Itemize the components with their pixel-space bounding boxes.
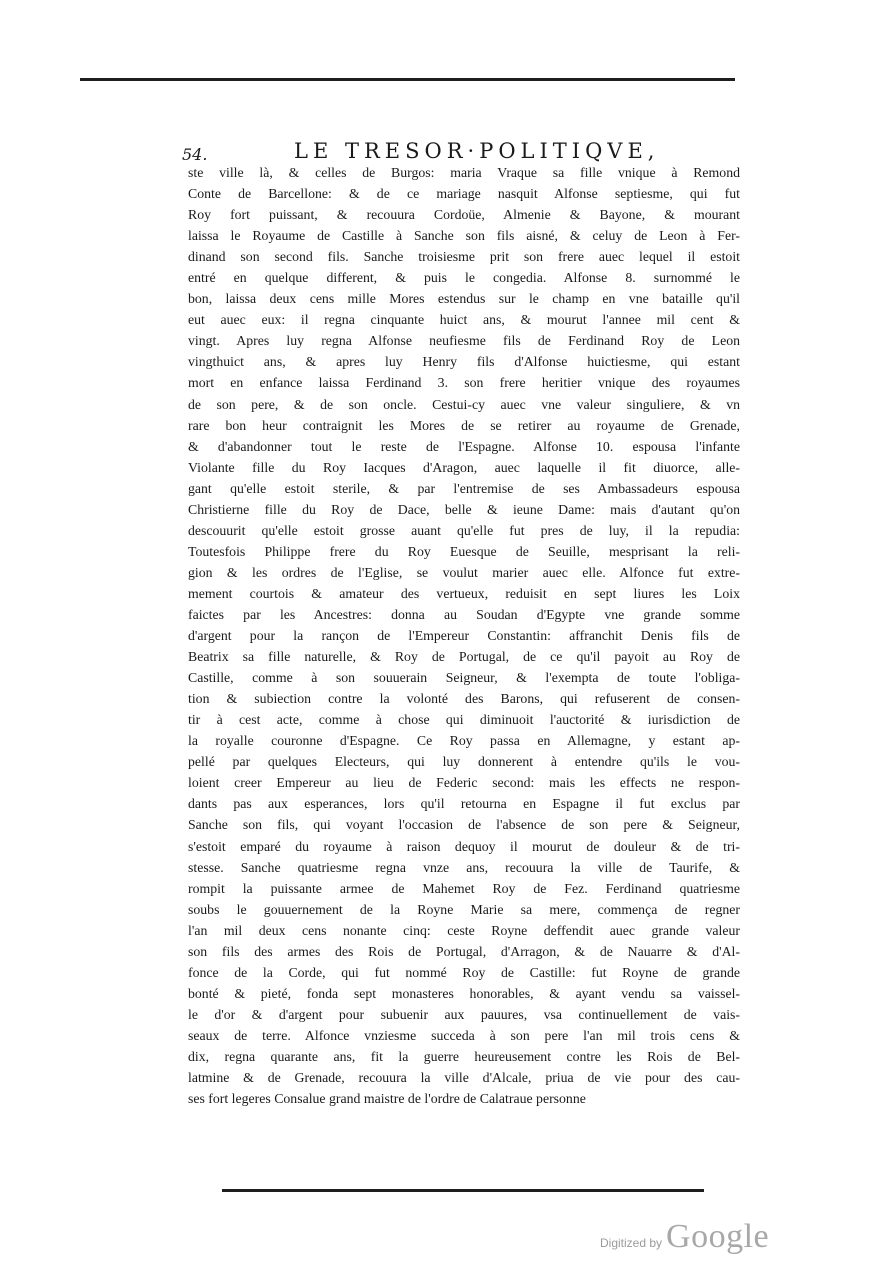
text-line: entré en quelque different, & puis le congedia. Alfonse 8. surnommé le bbox=[188, 270, 740, 286]
text-line: Beatrix sa fille naturelle, & Roy de Portugal, de ce qu'il payoit au Roy de bbox=[188, 649, 740, 665]
top-rule bbox=[80, 78, 735, 81]
text-line: le d'or & d'argent pour subuenir aux pauures, vsa continuellement de vais- bbox=[188, 1006, 740, 1022]
text-line: Toutesfois Philippe frere du Roy Euesque de Seuille, mesprisant la reli- bbox=[188, 543, 740, 559]
text-line: d'argent pour la rançon de l'Empereur Constantin: affranchit Denis fils de bbox=[188, 628, 740, 644]
text-line: seaux de terre. Alfonce vnziesme succeda à son pere l'an mil trois cens & bbox=[188, 1027, 740, 1043]
text-line: stesse. Sanche quatriesme regna vnze ans, recouura la ville de Taurife, & bbox=[188, 859, 740, 875]
text-line: bon, laissa deux cens mille Mores estendus sur le champ en vne bataille qu'il bbox=[188, 291, 740, 307]
text-line: gion & les ordres de l'Eglise, se voulut marier auec elle. Alfonce fut extre- bbox=[188, 564, 740, 580]
running-title: LE TRESOR·POLITIQVE, bbox=[294, 139, 660, 163]
text-line: gant qu'elle estoit sterile, & par l'entremise de ses Ambassadeurs espousa bbox=[188, 480, 740, 496]
text-line: vingthuict ans, & apres luy Henry fils d'Alfonse huictiesme, qui estant bbox=[188, 354, 740, 370]
text-line: bonté & pieté, fonda sept monasteres honorables, & ayant vendu sa vaissel- bbox=[188, 985, 740, 1001]
text-line: ste ville là, & celles de Burgos: maria Vraque sa fille vnique à Remond bbox=[188, 165, 740, 180]
text-line: tir à cest acte, comme à chose qui diminuoit l'auctorité & iurisdiction de bbox=[188, 712, 740, 728]
text-line: son fils des armes des Rois de Portugal, d'Arragon, & de Nauarre & d'Al- bbox=[188, 943, 740, 959]
text-line: eut auec eux: il regna cinquante huict ans, & mourut l'annee mil cent & bbox=[188, 312, 740, 328]
google-logo: Google bbox=[666, 1218, 770, 1255]
text-line: mement courtois & amateur des vertueux, reduisit en sept liures les Loix bbox=[188, 585, 740, 601]
text-line: mort en enfance laissa Ferdinand 3. son frere heritier vnique des royaumes bbox=[188, 375, 740, 391]
text-line: descouurit qu'elle estoit grosse auant qu'elle fut pres de luy, il la repudia: bbox=[188, 522, 740, 538]
text-line: la royalle couronne d'Espagne. Ce Roy passa en Allemagne, y estant ap- bbox=[188, 733, 740, 749]
text-line: dix, regna quarante ans, fit la guerre heureusement contre les Rois de Bel- bbox=[188, 1048, 740, 1064]
text-line: latmine & de Grenade, recouura la ville d'Alcale, priua de vie pour des cau- bbox=[188, 1070, 740, 1086]
text-line: Roy fort puissant, & recouura Cordoüe, Almenie & Bayone, & mourant bbox=[188, 207, 740, 223]
text-line: l'an mil deux cens nonante cinq: ceste Royne deffendit auec grande valeur bbox=[188, 922, 740, 938]
text-line: Christierne fille du Roy de Dace, belle & ieune Dame: mais d'autant qu'on bbox=[188, 501, 740, 517]
text-line: de son pere, & de son oncle. Cestui-cy auec vne valeur singuliere, & vn bbox=[188, 396, 740, 412]
text-line: ses fort legeres Consalue grand maistre de l'ordre de Calatraue personne bbox=[188, 1091, 586, 1107]
watermark-prefix: Digitized by bbox=[600, 1236, 663, 1250]
digitized-watermark bbox=[600, 1218, 769, 1258]
text-line: laissa le Royaume de Castille à Sanche son fils aisné, & celuy de Leon à Fer- bbox=[188, 228, 740, 244]
text-line: soubs le gouuernement de la Royne Marie sa mere, commença de regner bbox=[188, 901, 740, 917]
page-number: 54. bbox=[182, 145, 208, 164]
bottom-rule bbox=[222, 1189, 704, 1192]
text-line: loient creer Empereur au lieu de Federic second: mais les effects ne respon- bbox=[188, 775, 740, 791]
text-line: & d'abandonner tout le reste de l'Espagne. Alfonse 10. espousa l'infante bbox=[188, 438, 740, 454]
text-line: s'estoit emparé du royaume à raison dequoy il mourut de douleur & de tri- bbox=[188, 838, 740, 854]
text-line: faictes par les Ancestres: donna au Soudan d'Egypte vne grande somme bbox=[188, 606, 740, 622]
text-line: vingt. Apres luy regna Alfonse neufiesme fils de Ferdinand Roy de Leon bbox=[188, 333, 740, 349]
text-line: Conte de Barcellone: & de ce mariage nasquit Alfonse septiesme, qui fut bbox=[188, 186, 740, 202]
text-line: dinand son second fils. Sanche troisiesme prit son frere auec lequel il estoit bbox=[188, 249, 740, 265]
text-line: pellé par quelques Electeurs, qui luy donnerent à entendre qu'ils le vou- bbox=[188, 754, 740, 770]
text-line: dants pas aux esperances, lors qu'il retourna en Espagne il fut exclus par bbox=[188, 796, 740, 812]
text-line: fonce de la Corde, qui fut nommé Roy de Castille: fut Royne de grande bbox=[188, 964, 740, 980]
body-text bbox=[188, 162, 740, 1109]
text-line: rare bon heur contraignit les Mores de se retirer au royaume de Grenade, bbox=[188, 417, 740, 433]
text-line: Castille, comme à son souuerain Seigneur, & l'exempta de toute l'obliga- bbox=[188, 670, 740, 686]
text-line: tion & subiection contre la volonté des Barons, qui refuserent de consen- bbox=[188, 691, 740, 707]
text-line: Violante fille du Roy Iacques d'Aragon, auec laquelle il fit diuorce, alle- bbox=[188, 459, 740, 475]
text-line: Sanche son fils, qui voyant l'occasion de l'absence de son pere & Seigneur, bbox=[188, 817, 740, 833]
text-line: rompit la puissante armee de Mahemet Roy de Fez. Ferdinand quatriesme bbox=[188, 880, 740, 896]
